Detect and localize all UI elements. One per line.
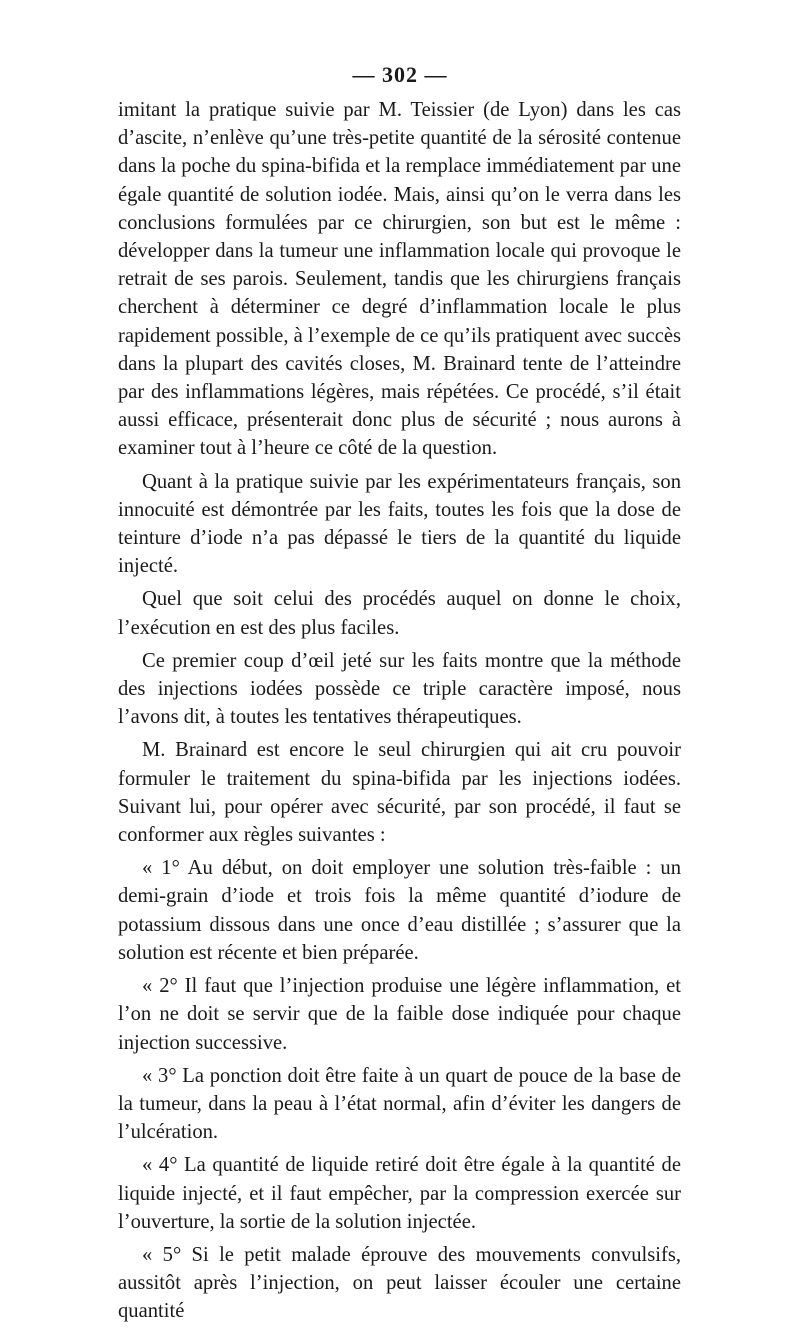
rule-1: « 1° Au début, on doit employer une solution très-faible : un demi-grain d’iode et trois fois la même quantité d’iodure de potassium dissous dans une once d’eau distillée ; s’assurer que la solution est récente et bien préparée.: [118, 857, 681, 964]
page-number: — 302 —: [352, 62, 448, 87]
paragraph: Ce premier coup d’œil jeté sur les faits montre que la méthode des injections iodées possède ce triple caractère imposé, nous l’avons dit, à toutes les tentatives thérapeutiques.: [118, 649, 681, 729]
rule-3: « 3° La ponction doit être faite à un quart de pouce de la base de la tumeur, dans la peau à l’état normal, afin d’éviter les dangers de l’ulcération.: [118, 1064, 681, 1144]
paragraph: Quel que soit celui des procédés auquel on donne le choix, l’exécution en est des plus faciles.: [118, 588, 681, 639]
paragraph: Quant à la pratique suivie par les expérimentateurs français, son innocuité est démontrée par les faits, toutes les fois que la dose de teinture d’iode n’a pas dépassé le tiers de la quantité du liquide injecté.: [118, 470, 681, 578]
rule-2: « 2° Il faut que l’injection produise une légère inflammation, et l’on ne doit se servir que de la faible dose indiquée pour chaque injection successive.: [118, 975, 681, 1054]
paragraph: M. Brainard est encore le seul chirurgien qui ait cru pouvoir formuler le traitement du spina-bifida par les injections iodées. Suivant lui, pour opérer avec sécurité, par son procédé, il faut se conformer aux règles suivantes :: [118, 739, 681, 847]
paragraph-continuation: imitant la pratique suivie par M. Teissier (de Lyon) dans les cas d’ascite, n’enlève qu’une très-petite quantité de la sérosité contenue dans la poche du spina-bifida et la remplace immédiatement par une égale quantité de solution iodée. Mais, ainsi qu’on le verra dans les conclusions formulées par ce chirurgien, son but est le même : développer dans la tumeur une inflammation locale qui provoque le retrait de ses parois. Seulement, tandis que les chirurgiens français cherchent à déterminer ce degré d’inflammation locale le plus rapidement possible, à l’exemple de ce qu’ils pratiquent avec succès dans la plupart des cavités closes, M. Brainard tente de l’atteindre par des inflammations légères, mais répétées. Ce procédé, s’il était aussi efficace, présenterait donc plus de sécurité ; nous aurons à examiner tout à l’heure ce côté de la question.: [118, 99, 681, 460]
rule-5: « 5° Si le petit malade éprouve des mouvements convulsifs, aussitôt après l’injection, on peut laisser écouler une certaine quantité: [118, 1243, 681, 1323]
rule-4: « 4° La quantité de liquide retiré doit être égale à la quantité de liquide injecté, et il faut empêcher, par la compression exercée sur l’ouverture, la sortie de la solution injectée.: [118, 1154, 681, 1233]
body-text: [118, 96, 681, 1331]
